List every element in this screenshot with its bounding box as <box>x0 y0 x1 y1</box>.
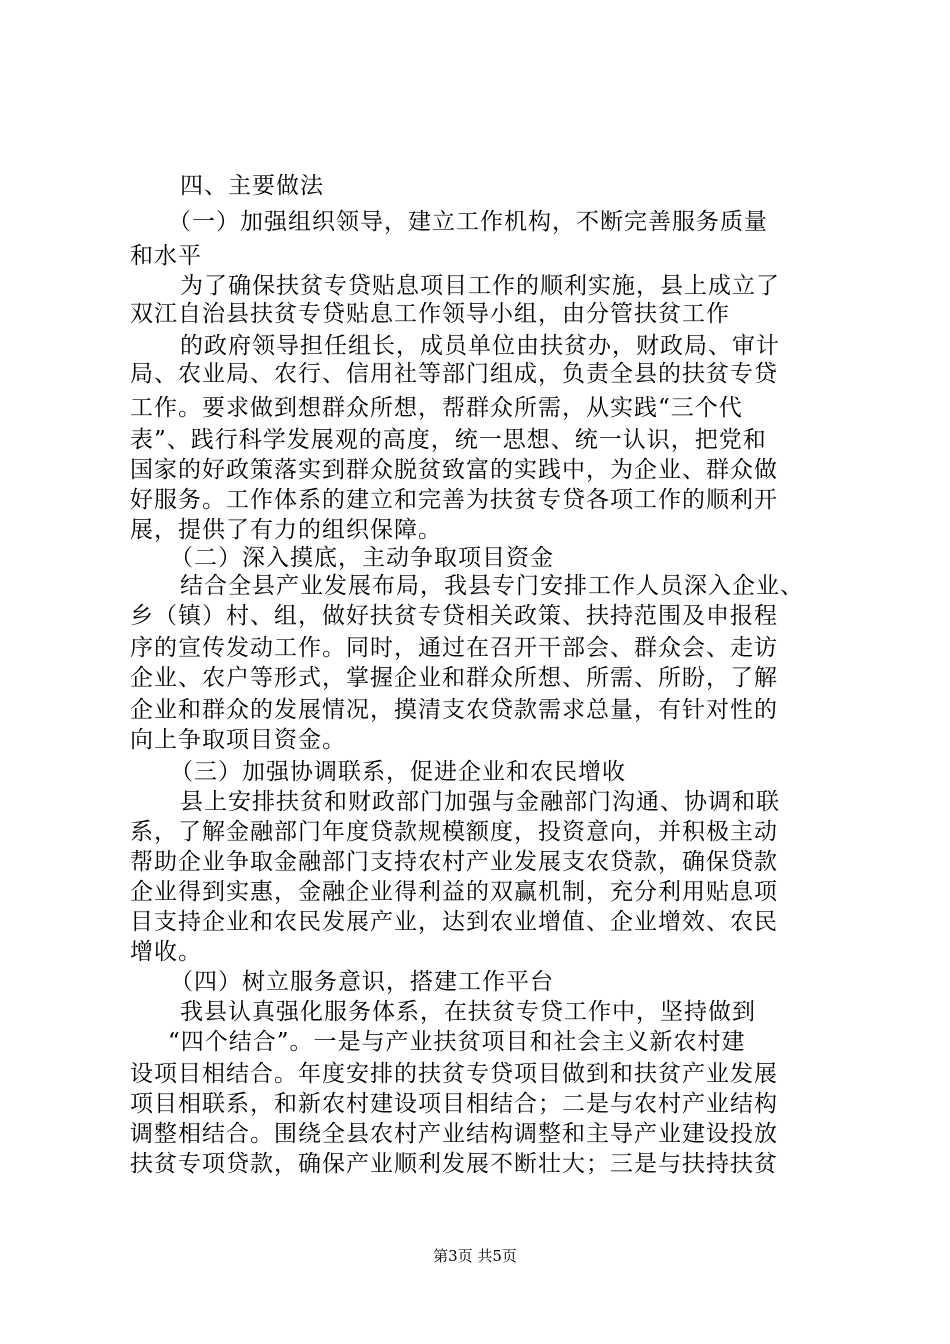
paragraph-line: 工作。要求做到想群众所想，帮群众所需，从实践“三个代 <box>130 395 743 421</box>
subsection-heading: （二）深入摸底，主动争取项目资金 <box>170 545 554 571</box>
subsection-heading: （四）树立服务意识，搭建工作平台 <box>170 969 554 995</box>
paragraph-line: 局、农业局、农行、信用社等部门组成，负责全县的扶贫专贷 <box>130 361 778 387</box>
paragraph-line: 我县认真强化服务体系，在扶贫专贷工作中，坚持做到 <box>180 999 756 1025</box>
paragraph-line: 为了确保扶贫专贷贴息项目工作的顺利实施，县上成立了 <box>180 273 780 299</box>
paragraph-line: 结合全县产业发展布局，我县专门安排工作人员深入企业、 <box>180 573 804 599</box>
paragraph-line: 扶贫专项贷款，确保产业顺利发展不断壮大；三是与扶持扶贫 <box>130 1151 778 1177</box>
paragraph-line: 增收。 <box>130 939 202 965</box>
paragraph-line: 乡（镇）村、组，做好扶贫专贷相关政策、扶持范围及申报程 <box>130 603 778 629</box>
paragraph-line: 设项目相结合。年度安排的扶贫专贷项目做到和扶贫产业发展 <box>130 1061 778 1087</box>
paragraph-line: 企业、农户等形式，掌握企业和群众所想、所需、所盼，了解 <box>130 665 778 691</box>
subsection-heading-cont: 和水平 <box>130 243 202 269</box>
page-number-footer: 第3页 共5页 <box>433 1247 517 1265</box>
paragraph-line: 帮助企业争取金融部门支持农村产业发展支农贷款，确保贷款 <box>130 849 778 875</box>
paragraph-line: 县上安排扶贫和财政部门加强与金融部门沟通、协调和联 <box>180 789 780 815</box>
subsection-heading: （一）加强组织领导，建立工作机构，不断完善服务质量 <box>168 209 768 235</box>
paragraph-line: 展，提供了有力的组织保障。 <box>130 517 442 543</box>
paragraph-line: “四个结合”。一是与产业扶贫项目和社会主义新农村建 <box>168 1029 746 1055</box>
section-heading: 四、主要做法 <box>180 173 324 199</box>
paragraph-line: 项目相联系，和新农村建设项目相结合；二是与农村产业结构 <box>130 1091 778 1117</box>
paragraph-line: 的政府领导担任组长，成员单位由扶贫办，财政局、审计 <box>180 333 780 359</box>
paragraph-line: 调整相结合。围绕全县农村产业结构调整和主导产业建设投放 <box>130 1121 778 1147</box>
paragraph-line: 目支持企业和农民发展产业，达到农业增值、企业增效、农民 <box>130 909 778 935</box>
paragraph-line: 序的宣传发动工作。同时，通过在召开干部会、群众会、走访 <box>130 635 778 661</box>
paragraph-line: 表”、践行科学发展观的高度，统一思想、统一认识，把党和 <box>130 427 767 453</box>
subsection-heading: （三）加强协调联系，促进企业和农民增收 <box>170 759 626 785</box>
paragraph-line: 企业和群众的发展情况，摸清支农贷款需求总量，有针对性的 <box>130 697 778 723</box>
paragraph-line: 企业得到实惠，金融企业得利益的双赢机制，充分利用贴息项 <box>130 879 778 905</box>
paragraph-line: 系，了解金融部门年度贷款规模额度，投资意向，并积极主动 <box>130 819 778 845</box>
paragraph-line: 双江自治县扶贫专贷贴息工作领导小组，由分管扶贫工作 <box>130 301 730 327</box>
paragraph-line: 好服务。工作体系的建立和完善为扶贫专贷各项工作的顺利开 <box>130 487 778 513</box>
paragraph-line: 国家的好政策落实到群众脱贫致富的实践中，为企业、群众做 <box>130 457 778 483</box>
paragraph-line: 向上争取项目资金。 <box>130 727 346 753</box>
